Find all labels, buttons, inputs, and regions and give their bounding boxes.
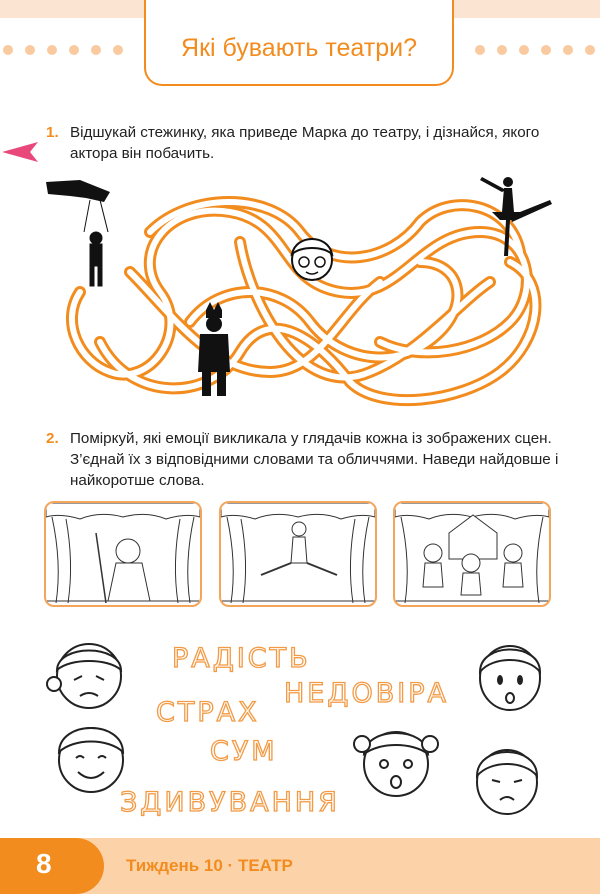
task-2 <box>48 428 568 491</box>
boy-face-icon <box>292 239 332 280</box>
distrust-boy-face <box>470 636 550 716</box>
scene-card-witch <box>44 501 202 607</box>
page-title: Які бувають театри? <box>181 34 417 62</box>
marionette-icon <box>84 200 108 286</box>
page-number-tab <box>0 838 104 894</box>
witch-scene-illustration <box>46 503 200 605</box>
page-number: 8 <box>36 848 52 879</box>
title-box <box>144 0 454 86</box>
dancer-scene-illustration <box>221 503 375 605</box>
word-joy: РАДІСТЬ <box>172 643 311 674</box>
arrow-marker-icon <box>0 140 40 164</box>
word-surprise: ЗДИВУВАННЯ <box>120 787 340 818</box>
puppeteer-hand-icon <box>46 180 110 202</box>
task-2-number: 2. <box>46 430 59 447</box>
scene-card-three-pigs <box>393 501 551 607</box>
word-sadness: СУМ <box>210 736 278 767</box>
task-2-text: Поміркуй, які емоції викликала у глядачів кожна із зображених сцен. З’єднай їх з відповідними словами та обличчями. Наведи найдовше і найкоротше слова. <box>70 430 559 489</box>
word-fear: СТРАХ <box>156 697 260 728</box>
task-1 <box>48 122 568 164</box>
sad-girl-face <box>44 636 134 712</box>
scared-girl-face <box>350 718 442 802</box>
task-1-number: 1. <box>46 124 59 141</box>
surprised-boy-face <box>466 736 548 820</box>
maze-illustration <box>40 172 560 412</box>
task-1-text: Відшукай стежинку, яка приведе Марка до театру, і дізнайся, якого актора він побачить. <box>70 124 540 162</box>
word-distrust: НЕДОВІРА <box>284 678 449 709</box>
scene-card-dancer <box>219 501 377 607</box>
footer-week-label: Тиждень 10 · ТЕАТР <box>126 856 293 875</box>
happy-boy-face <box>46 716 136 796</box>
pigs-scene-illustration <box>395 503 549 605</box>
